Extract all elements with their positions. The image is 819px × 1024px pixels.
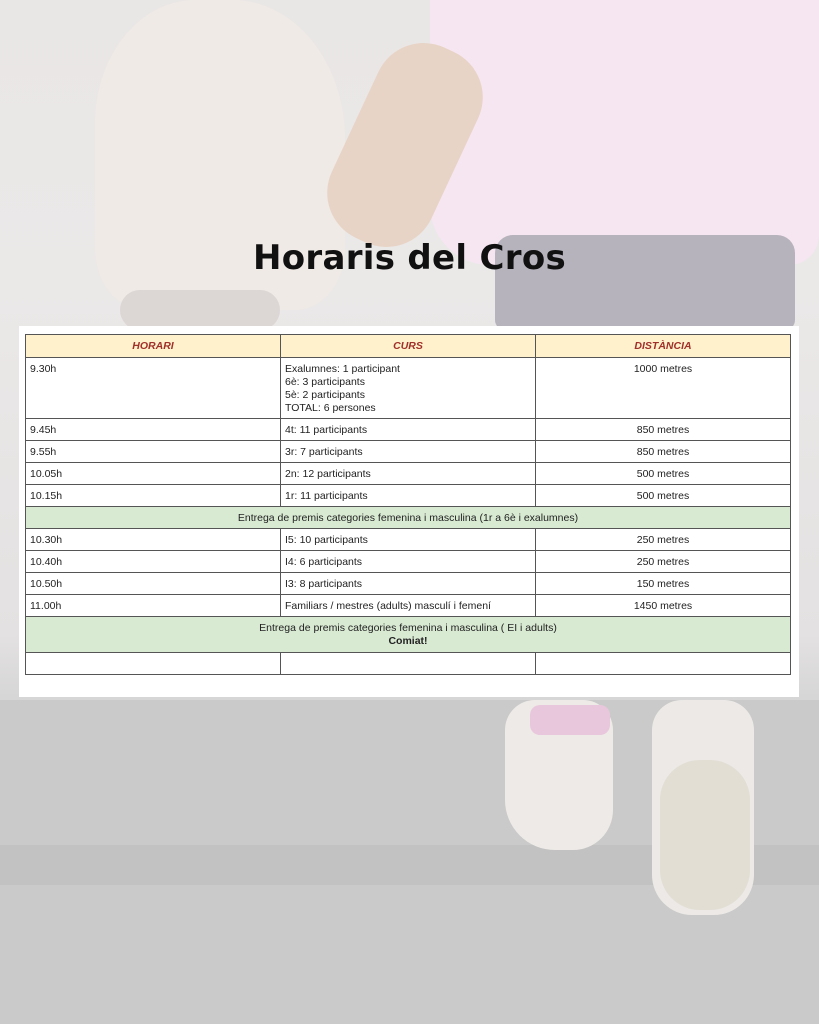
awards-farewell-cell: [26, 617, 791, 653]
awards-row: [26, 507, 791, 529]
table-row: [26, 485, 791, 507]
left-sock: [530, 705, 610, 735]
distance-cell: 250 metres: [536, 529, 791, 551]
time-cell: 9.30h: [26, 358, 281, 419]
distance-cell: 500 metres: [536, 463, 791, 485]
course-cell: I3: 8 participants: [281, 573, 536, 595]
distance-cell: 1450 metres: [536, 595, 791, 617]
awards-text: Entrega de premis categories femenina i masculina (1r a 6è i exalumnes): [26, 507, 791, 529]
header-distancia: DISTÀNCIA: [536, 335, 791, 358]
empty-row: [26, 653, 791, 675]
awards-text: Entrega de premis categories femenina i masculina ( EI i adults): [259, 622, 557, 634]
background-child-legs: [120, 290, 280, 330]
course-cell: 3r: 7 participants: [281, 441, 536, 463]
page-title: Horaris del Cros: [252, 238, 567, 278]
time-cell: 9.45h: [26, 419, 281, 441]
empty-cell: [536, 653, 791, 675]
table-row: [26, 419, 791, 441]
course-line: Exalumnes: 1 participant: [285, 363, 400, 375]
table-row: [26, 463, 791, 485]
table-row: [26, 358, 791, 419]
table-row: [26, 551, 791, 573]
course-cell: I4: 6 participants: [281, 551, 536, 573]
distance-cell: 850 metres: [536, 419, 791, 441]
awards-row: [26, 617, 791, 653]
time-cell: 10.50h: [26, 573, 281, 595]
time-cell: 10.40h: [26, 551, 281, 573]
table-row: [26, 573, 791, 595]
table-row: [26, 441, 791, 463]
course-cell: I5: 10 participants: [281, 529, 536, 551]
time-cell: 11.00h: [26, 595, 281, 617]
table-header-row: [26, 335, 791, 358]
header-curs: CURS: [281, 335, 536, 358]
course-line: 6è: 3 participants: [285, 376, 365, 388]
header-horari: HORARI: [26, 335, 281, 358]
course-cell: 2n: 12 participants: [281, 463, 536, 485]
course-cell: [281, 358, 536, 419]
right-shoe-sole: [660, 760, 750, 910]
distance-cell: 500 metres: [536, 485, 791, 507]
time-cell: 10.30h: [26, 529, 281, 551]
farewell-text: Comiat!: [388, 635, 428, 647]
course-line: 5è: 2 participants: [285, 389, 365, 401]
distance-cell: 850 metres: [536, 441, 791, 463]
time-cell: 9.55h: [26, 441, 281, 463]
distance-cell: 1000 metres: [536, 358, 791, 419]
course-cell: 1r: 11 participants: [281, 485, 536, 507]
schedule-table: [25, 334, 791, 675]
table-row: [26, 529, 791, 551]
distance-cell: 250 metres: [536, 551, 791, 573]
course-cell: Familiars / mestres (adults) masculí i femení: [281, 595, 536, 617]
empty-cell: [26, 653, 281, 675]
time-cell: 10.05h: [26, 463, 281, 485]
schedule-card: [19, 326, 799, 697]
child-pink-shirt: [430, 0, 819, 265]
distance-cell: 150 metres: [536, 573, 791, 595]
course-cell: 4t: 11 participants: [281, 419, 536, 441]
time-cell: 10.15h: [26, 485, 281, 507]
table-row: [26, 595, 791, 617]
course-line: TOTAL: 6 persones: [285, 402, 376, 414]
empty-cell: [281, 653, 536, 675]
